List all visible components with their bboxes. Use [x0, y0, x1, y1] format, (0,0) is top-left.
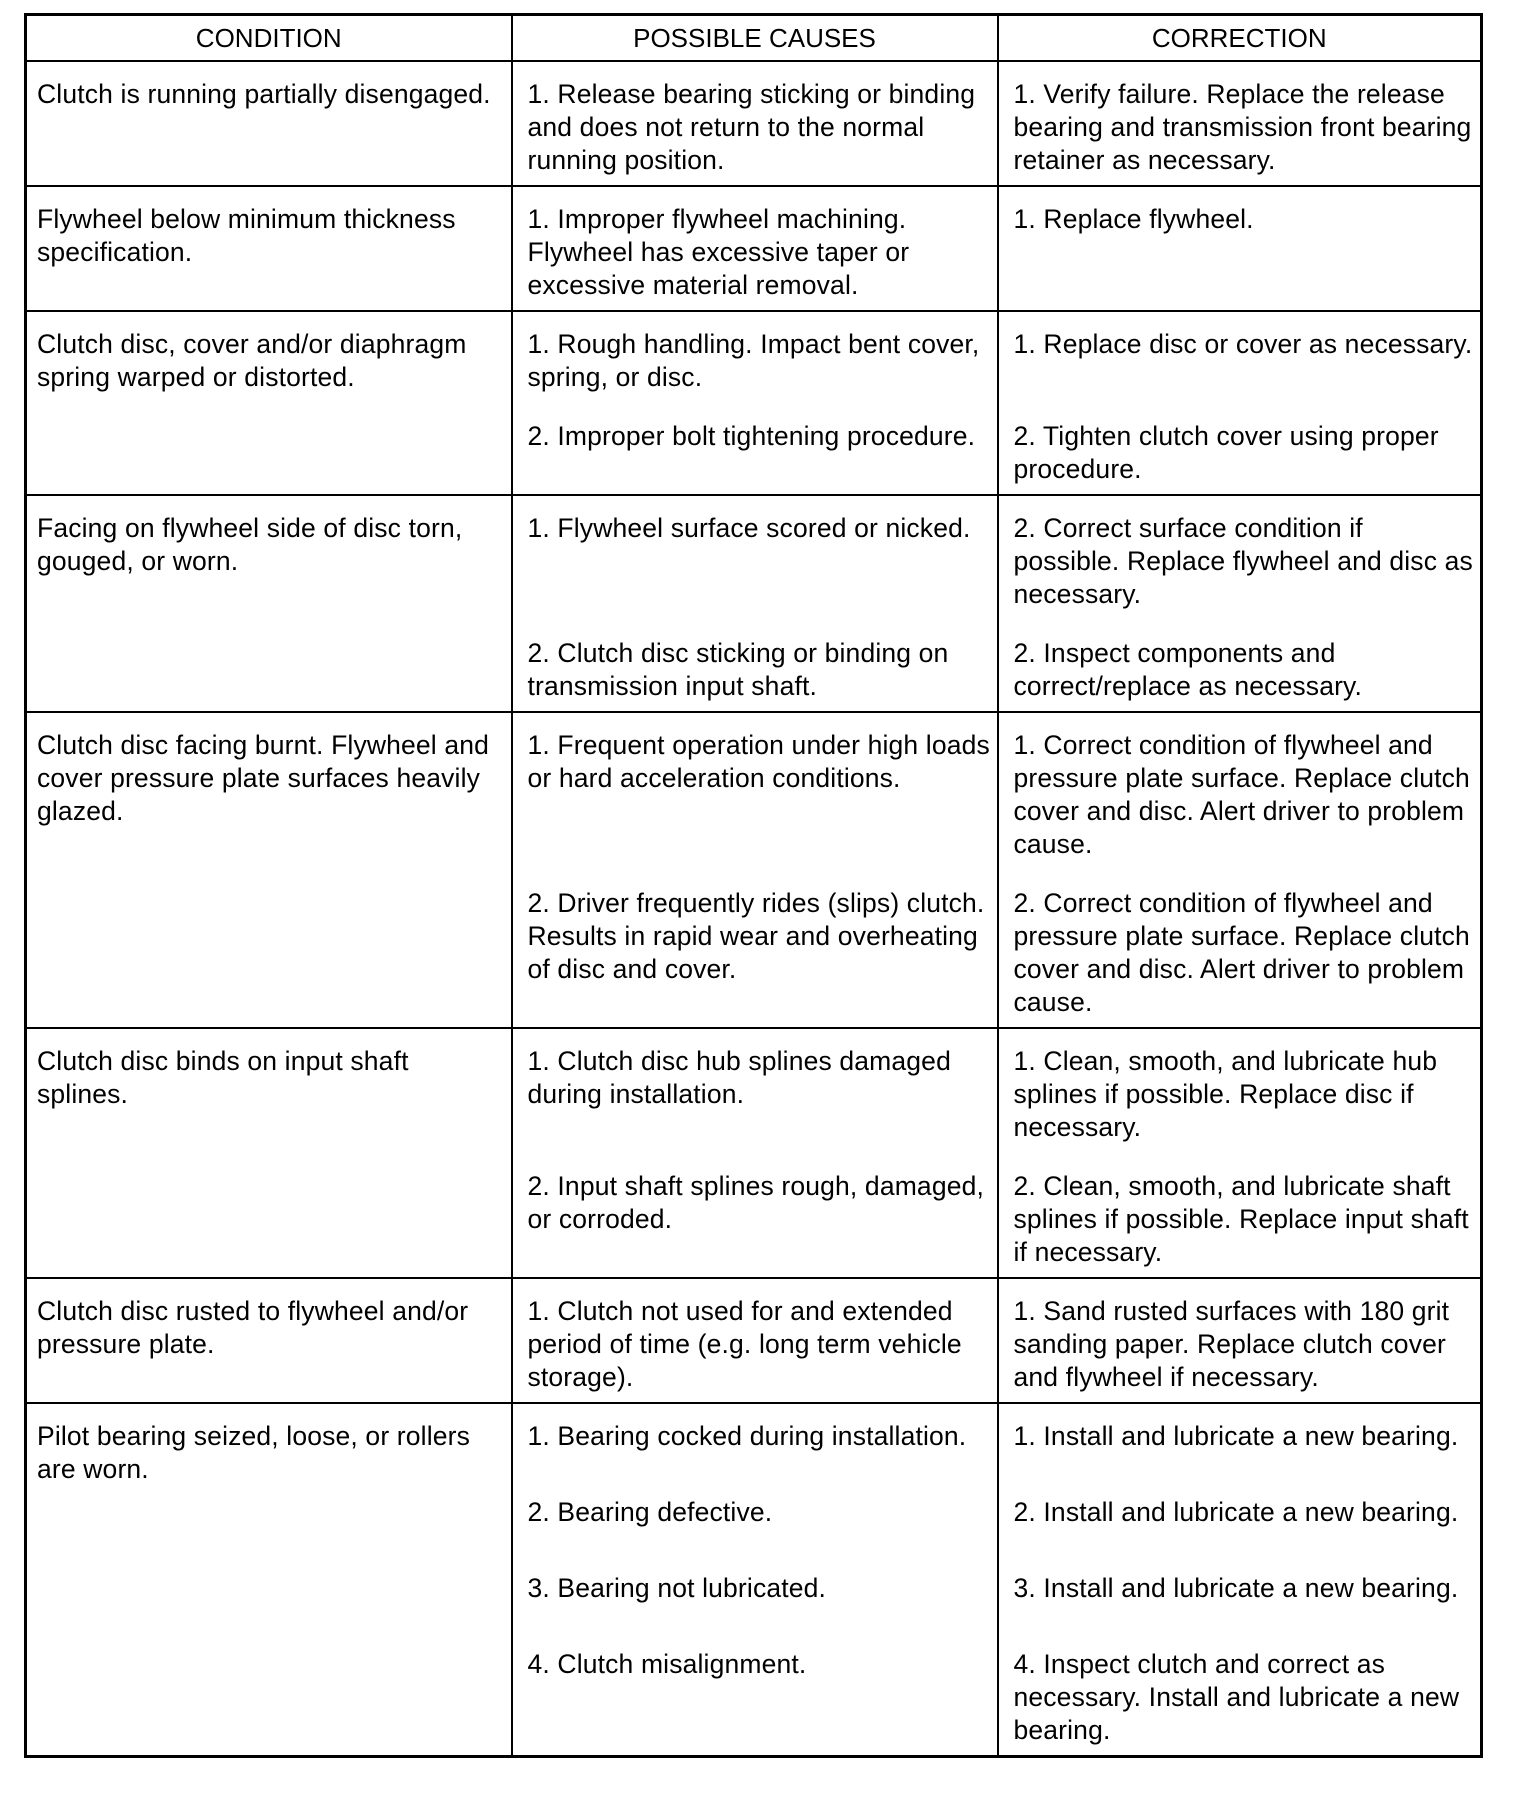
cause-item: 2. Clutch disc sticking or binding on transmission input shaft.	[527, 638, 949, 701]
cause-item: 1. Bearing cocked during installation.	[527, 1421, 967, 1451]
correction-item: 1. Replace flywheel.	[1013, 204, 1254, 234]
correction-item: 1. Replace disc or cover as necessary.	[1013, 329, 1473, 359]
correction-item: 1. Clean, smooth, and lubricate hub splines if possible. Replace disc if necessary.	[1013, 1046, 1438, 1142]
table-row	[26, 186, 1482, 311]
correction-item: 2. Tighten clutch cover using proper procedure.	[1013, 421, 1439, 484]
cause-item: 3. Bearing not lubricated.	[527, 1573, 827, 1603]
correction-item: 2. Correct surface condition if possible. Replace flywheel and disc as necessary.	[1013, 513, 1473, 609]
causes-cell	[512, 61, 998, 186]
condition-cell: Clutch is running partially disengaged.	[26, 61, 512, 186]
table-row	[26, 1403, 1482, 1757]
cause-item: 1. Clutch not used for and extended period of time (e.g. long term vehicle storage).	[527, 1296, 962, 1392]
causes-cell	[512, 1403, 998, 1757]
header-row	[26, 15, 1482, 62]
causes-cell	[512, 1278, 998, 1403]
correction-item: 3. Install and lubricate a new bearing.	[1013, 1573, 1459, 1603]
header-possible-causes: POSSIBLE CAUSES	[512, 15, 998, 62]
corrections-cell	[998, 311, 1482, 495]
cause-item: 1. Rough handling. Impact bent cover, spring, or disc.	[527, 329, 980, 392]
corrections-cell	[998, 61, 1482, 186]
condition-cell: Clutch disc binds on input shaft splines.	[26, 1028, 512, 1278]
corrections-cell	[998, 1403, 1482, 1757]
cause-item: 2. Improper bolt tightening procedure.	[527, 421, 976, 451]
condition-cell: Clutch disc facing burnt. Flywheel and cover pressure plate surfaces heavily glazed.	[26, 712, 512, 1028]
header-condition: CONDITION	[26, 15, 512, 62]
cause-item: 1. Flywheel surface scored or nicked.	[527, 513, 971, 543]
header-correction: CORRECTION	[998, 15, 1482, 62]
table-row	[26, 1028, 1482, 1278]
correction-item: 2. Inspect components and correct/replace as necessary.	[1013, 638, 1363, 701]
condition-cell: Pilot bearing seized, loose, or rollers are worn.	[26, 1403, 512, 1757]
clutch-diagnosis-document	[24, 13, 1480, 1758]
causes-cell	[512, 186, 998, 311]
corrections-cell	[998, 712, 1482, 1028]
table-row	[26, 311, 1482, 495]
condition-cell: Clutch disc rusted to flywheel and/or pressure plate.	[26, 1278, 512, 1403]
cause-item: 1. Release bearing sticking or binding and does not return to the normal running position.	[527, 79, 976, 175]
correction-item: 1. Correct condition of flywheel and pressure plate surface. Replace clutch cover and disc. Alert driver to problem cause.	[1013, 730, 1470, 859]
condition-cell: Flywheel below minimum thickness specification.	[26, 186, 512, 311]
correction-item: 1. Install and lubricate a new bearing.	[1013, 1421, 1459, 1451]
cause-item: 1. Frequent operation under high loads or hard acceleration conditions.	[527, 730, 990, 793]
corrections-cell	[998, 1028, 1482, 1278]
correction-item: 1. Sand rusted surfaces with 180 grit sanding paper. Replace clutch cover and flywheel if necessary.	[1013, 1296, 1450, 1392]
table-row	[26, 1278, 1482, 1403]
cause-item: 4. Clutch misalignment.	[527, 1649, 807, 1679]
table-row	[26, 495, 1482, 712]
table-row	[26, 61, 1482, 186]
cause-item: 2. Bearing defective.	[527, 1497, 773, 1527]
condition-cell: Facing on flywheel side of disc torn, gouged, or worn.	[26, 495, 512, 712]
table-row	[26, 712, 1482, 1028]
causes-cell	[512, 1028, 998, 1278]
corrections-cell	[998, 186, 1482, 311]
causes-cell	[512, 311, 998, 495]
cause-item: 2. Driver frequently rides (slips) clutch. Results in rapid wear and overheating of disc and cover.	[527, 888, 985, 984]
cause-item: 1. Improper flywheel machining. Flywheel has excessive taper or excessive material removal.	[527, 204, 910, 300]
correction-item: 1. Verify failure. Replace the release bearing and transmission front bearing retainer as necessary.	[1013, 79, 1472, 175]
corrections-cell	[998, 495, 1482, 712]
correction-item: 4. Inspect clutch and correct as necessary. Install and lubricate a new bearing.	[1013, 1649, 1460, 1745]
correction-item: 2. Correct condition of flywheel and pressure plate surface. Replace clutch cover and disc. Alert driver to problem cause.	[1013, 888, 1470, 1017]
causes-cell	[512, 712, 998, 1028]
causes-cell	[512, 495, 998, 712]
condition-cell: Clutch disc, cover and/or diaphragm spring warped or distorted.	[26, 311, 512, 495]
diagnosis-table	[24, 13, 1483, 1758]
corrections-cell	[998, 1278, 1482, 1403]
cause-item: 1. Clutch disc hub splines damaged during installation.	[527, 1046, 951, 1109]
cause-item: 2. Input shaft splines rough, damaged, or corroded.	[527, 1171, 984, 1234]
correction-item: 2. Install and lubricate a new bearing.	[1013, 1497, 1459, 1527]
correction-item: 2. Clean, smooth, and lubricate shaft splines if possible. Replace input shaft if necessary.	[1013, 1171, 1469, 1267]
